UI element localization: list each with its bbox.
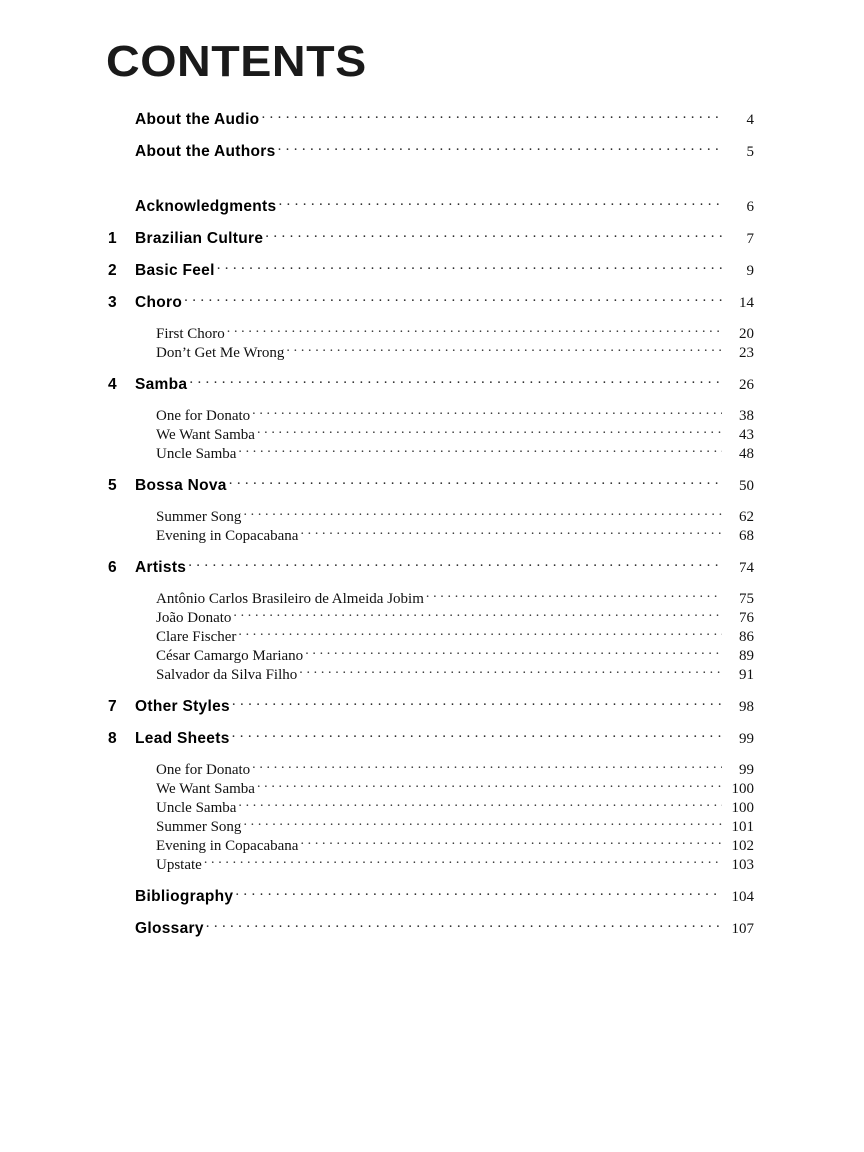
entry-title: One for Donato — [156, 408, 251, 424]
dot-leader — [257, 424, 722, 439]
entry-title: Acknowledgments — [135, 198, 277, 215]
entry-title: Uncle Samba — [156, 800, 237, 816]
dot-leader — [278, 140, 722, 156]
table-of-contents-list — [108, 108, 754, 949]
toc-entry-about-the-audio[interactable] — [108, 108, 754, 140]
toc-subentry-salvador-da-silva-filho[interactable] — [108, 664, 754, 683]
chapter-number: 2 — [108, 262, 117, 279]
dot-leader — [278, 195, 722, 211]
toc-entry-about-the-authors[interactable] — [108, 140, 754, 172]
page-number: 23 — [739, 345, 754, 361]
toc-subentry-one-for-donato[interactable] — [108, 759, 754, 778]
page-number: 103 — [731, 857, 754, 873]
chapter-number: 8 — [108, 730, 117, 747]
page-number: 50 — [739, 478, 754, 494]
dot-leader — [243, 816, 722, 831]
page-number: 26 — [739, 377, 754, 393]
entry-title: Other Styles — [135, 698, 230, 715]
toc-entry-bossa-nova[interactable] — [108, 474, 754, 506]
page-number: 104 — [731, 889, 754, 905]
entry-title: Upstate — [156, 857, 202, 873]
page-number: 7 — [746, 231, 754, 247]
toc-subentry-evening-in-copacabana[interactable] — [108, 835, 754, 854]
page-number: 38 — [739, 408, 754, 424]
toc-subentry-one-for-donato[interactable] — [108, 405, 754, 424]
entry-title: João Donato — [156, 610, 232, 626]
entry-title: Glossary — [135, 920, 204, 937]
toc-subentry-ant-nio-carlos-brasileiro-de-almeida-jobim[interactable] — [108, 588, 754, 607]
page-number: 75 — [739, 591, 754, 607]
page-number: 101 — [731, 819, 754, 835]
dot-leader — [217, 259, 722, 275]
page-number: 48 — [739, 446, 754, 462]
entry-title: We Want Samba — [156, 427, 255, 443]
toc-subentry-uncle-samba[interactable] — [108, 443, 754, 462]
dot-leader — [305, 645, 722, 660]
dot-leader — [243, 506, 722, 521]
page-number: 5 — [746, 144, 754, 160]
toc-subentry-clare-fischer[interactable] — [108, 626, 754, 645]
toc-entry-choro[interactable] — [108, 291, 754, 323]
page-number: 4 — [746, 112, 754, 128]
entry-title: Summer Song — [156, 819, 242, 835]
dot-leader — [426, 588, 722, 603]
dot-leader — [184, 291, 722, 307]
entry-title: Evening in Copacabana — [156, 528, 299, 544]
entry-title: Artists — [135, 559, 187, 576]
dot-leader — [204, 854, 722, 869]
entry-title: Salvador da Silva Filho — [156, 667, 298, 683]
page-number: 74 — [739, 560, 754, 576]
entry-title: Lead Sheets — [135, 730, 230, 747]
toc-subentry-uncle-samba[interactable] — [108, 797, 754, 816]
page-number: 14 — [739, 295, 754, 311]
toc-subentry-c-sar-camargo-mariano[interactable] — [108, 645, 754, 664]
page-number: 107 — [731, 921, 754, 937]
section-spacer — [108, 361, 754, 373]
entry-title: About the Authors — [135, 143, 276, 160]
entry-title: Don’t Get Me Wrong — [156, 345, 285, 361]
section-spacer — [108, 683, 754, 695]
dot-leader — [206, 917, 722, 933]
page-number: 98 — [739, 699, 754, 715]
toc-subentry-we-want-samba[interactable] — [108, 424, 754, 443]
entry-title: Brazilian Culture — [135, 230, 264, 247]
page-number: 89 — [739, 648, 754, 664]
entry-title: We Want Samba — [156, 781, 255, 797]
dot-leader — [265, 227, 722, 243]
toc-entry-lead-sheets[interactable] — [108, 727, 754, 759]
dot-leader — [229, 474, 722, 490]
dot-leader — [300, 835, 722, 850]
entry-title: One for Donato — [156, 762, 251, 778]
entry-title: First Choro — [156, 326, 225, 342]
toc-subentry-evening-in-copacabana[interactable] — [108, 525, 754, 544]
entry-title: Basic Feel — [135, 262, 215, 279]
dot-leader — [257, 778, 722, 793]
dot-leader — [235, 885, 722, 901]
page-number: 100 — [731, 781, 754, 797]
page-number: 20 — [739, 326, 754, 342]
entry-title: César Camargo Mariano — [156, 648, 304, 664]
chapter-number: 1 — [108, 230, 117, 247]
chapter-number: 7 — [108, 698, 117, 715]
toc-entry-brazilian-culture[interactable] — [108, 227, 754, 259]
page-number: 86 — [739, 629, 754, 645]
page-number: 100 — [731, 800, 754, 816]
entry-title: Clare Fischer — [156, 629, 237, 645]
toc-subentry-don-t-get-me-wrong[interactable] — [108, 342, 754, 361]
page-number: 102 — [731, 838, 754, 854]
dot-leader — [189, 373, 722, 389]
dot-leader — [252, 759, 722, 774]
toc-entry-bibliography[interactable] — [108, 885, 754, 917]
chapter-number: 5 — [108, 477, 117, 494]
dot-leader — [233, 607, 722, 622]
toc-subentry-we-want-samba[interactable] — [108, 778, 754, 797]
chapter-number: 4 — [108, 376, 117, 393]
toc-entry-artists[interactable] — [108, 556, 754, 588]
page-number: 76 — [739, 610, 754, 626]
section-spacer — [108, 172, 754, 195]
dot-leader — [232, 727, 722, 743]
toc-subentry-upstate[interactable] — [108, 854, 754, 873]
entry-title: Uncle Samba — [156, 446, 237, 462]
dot-leader — [252, 405, 722, 420]
chapter-number: 6 — [108, 559, 117, 576]
entry-title: Antônio Carlos Brasileiro de Almeida Jobim — [156, 591, 424, 607]
section-spacer — [108, 544, 754, 556]
dot-leader — [238, 443, 722, 458]
dot-leader — [232, 695, 722, 711]
entry-title: About the Audio — [135, 111, 260, 128]
page-number: 68 — [739, 528, 754, 544]
dot-leader — [299, 664, 722, 679]
page-number: 9 — [746, 263, 754, 279]
entry-title: Bossa Nova — [135, 477, 227, 494]
page-number: 99 — [739, 731, 754, 747]
dot-leader — [238, 797, 722, 812]
dot-leader — [238, 626, 722, 641]
toc-entry-samba[interactable] — [108, 373, 754, 405]
section-spacer — [108, 873, 754, 885]
toc-subentry-summer-song[interactable] — [108, 506, 754, 525]
entry-title: Evening in Copacabana — [156, 838, 299, 854]
toc-subentry-summer-song[interactable] — [108, 816, 754, 835]
page-number: 91 — [739, 667, 754, 683]
page-title: CONTENTS — [106, 37, 367, 86]
dot-leader — [188, 556, 722, 572]
dot-leader — [286, 342, 722, 357]
entry-title: Summer Song — [156, 509, 242, 525]
toc-subentry-first-choro[interactable] — [108, 323, 754, 342]
page-number: 99 — [739, 762, 754, 778]
dot-leader — [227, 323, 722, 338]
page-number: 6 — [746, 199, 754, 215]
page-number: 43 — [739, 427, 754, 443]
entry-title: Choro — [135, 294, 183, 311]
dot-leader — [261, 108, 722, 124]
chapter-number: 3 — [108, 294, 117, 311]
page-number: 62 — [739, 509, 754, 525]
toc-entry-acknowledgments[interactable] — [108, 195, 754, 227]
toc-entry-other-styles[interactable] — [108, 695, 754, 727]
dot-leader — [300, 525, 722, 540]
toc-entry-glossary[interactable] — [108, 917, 754, 949]
section-spacer — [108, 462, 754, 474]
entry-title: Samba — [135, 376, 188, 393]
entry-title: Bibliography — [135, 888, 234, 905]
toc-subentry-jo-o-donato[interactable] — [108, 607, 754, 626]
toc-entry-basic-feel[interactable] — [108, 259, 754, 291]
